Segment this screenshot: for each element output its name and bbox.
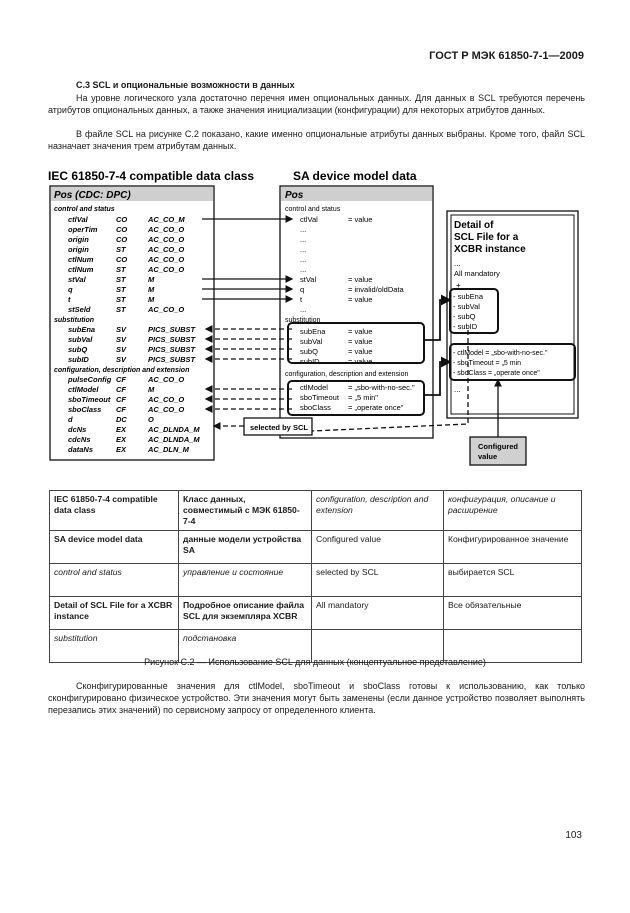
left-row-presence: AC_CO_O <box>148 245 185 254</box>
legend-cell: configuration, description and extension <box>312 491 444 531</box>
mid-row-name: ctlModel <box>300 383 328 392</box>
mid-row-name: sboClass <box>300 403 331 412</box>
left-row-fc: CO <box>116 215 128 224</box>
left-row-fc: CF <box>116 385 126 394</box>
left-row-presence: AC_CO_O <box>148 405 185 414</box>
scl-dots: ... <box>454 259 461 268</box>
document-header: ГОСТ Р МЭК 61850-7-1—2009 <box>429 50 584 62</box>
legend-cell: All mandatory <box>312 597 444 630</box>
paragraph-1-text: На уровне логического узла достаточно перечня имен опциональных данных. Для данных в SCL требуются перечень атрибутов опциональных данных, а также значения инициализации (конфигурации) для некоторых атрибутов данных. <box>48 93 585 115</box>
mid-row-value: = value <box>348 347 373 356</box>
mid-row-value: = „5 min" <box>348 393 378 402</box>
left-row-name: origin <box>68 245 89 254</box>
mid-row-value: = „operate once" <box>348 403 404 412</box>
left-row-fc: ST <box>116 275 126 284</box>
mid-box-title-band <box>281 187 432 201</box>
legend-cell: Detail of SCL File for a XCBR instance <box>50 597 179 630</box>
mid-row-name: ... <box>300 265 307 274</box>
left-row-fc: ST <box>116 285 126 294</box>
left-row-fc: SV <box>116 325 127 334</box>
mid-group-substitution: substitution <box>285 317 321 324</box>
mid-row-name: subVal <box>300 337 323 346</box>
configured-value-label-1: Configured <box>478 442 518 451</box>
paragraph-2-text: В файле SCL на рисунке C.2 показано, какие именно опциональные атрибуты данных выбраны. Кроме того, файл SCL назначает значения трем атрибутам данных. <box>48 129 585 151</box>
left-row-presence: M <box>148 285 155 294</box>
left-row-name: dataNs <box>68 445 94 454</box>
mid-row-value: = value <box>348 275 373 284</box>
mid-row-name: subID <box>300 357 320 366</box>
left-row-name: pulseConfig <box>68 375 112 384</box>
paragraph-3-text: Сконфигурированные значения для ctlModel, sboTimeout и sboClass готовы к использованию, как только сконфигурировано физическое устройство. Эти значения могут быть заменены (если данное устройство позволяет выполнять перезапись этих значений) по сервисному запросу от определенного клиента. <box>48 681 585 715</box>
scl-selected-item: - subVal <box>453 302 480 311</box>
mapping-arrows <box>202 219 292 409</box>
scl-all-mandatory: All mandatory <box>454 269 500 278</box>
left-row-presence: AC_CO_M <box>148 215 185 224</box>
legend-cell: selected by SCL <box>312 564 444 597</box>
left-row-fc: CO <box>116 235 128 244</box>
left-row-name: q <box>68 285 73 294</box>
left-row-name: d <box>68 415 73 424</box>
legend-cell: подстановка <box>179 630 312 663</box>
mid-title: SA device model data <box>293 169 417 183</box>
left-row-presence: AC_CO_O <box>148 305 185 314</box>
left-row-presence: AC_DLNDA_M <box>148 425 200 434</box>
left-group-config: configuration, description and extension <box>54 367 190 374</box>
legend-row <box>50 597 582 630</box>
mid-row-value: = value <box>348 215 373 224</box>
left-row-presence: AC_CO_O <box>148 265 185 274</box>
left-row-presence: AC_CO_O <box>148 375 185 384</box>
mid-row-value: = value <box>348 295 373 304</box>
legend-cell: Все обязательные <box>444 597 582 630</box>
mid-row-value: = value <box>348 337 373 346</box>
left-row-name: subVal <box>68 335 93 344</box>
legend-cell: Класс данных, совместимый с МЭК 61850-7-4 <box>179 491 312 531</box>
left-group-control: control and status <box>54 206 115 213</box>
scl-config-item: - sboClass = „operate once" <box>453 370 540 377</box>
left-row-name: cdcNs <box>68 435 91 444</box>
page-number: 103 <box>565 830 582 841</box>
left-box-title: Pos (CDC: DPC) <box>54 190 131 201</box>
left-row-name: t <box>68 295 71 304</box>
legend-cell: substitution <box>50 630 179 663</box>
legend-cell: данные модели устройства SA <box>179 531 312 564</box>
legend-cell: управление и состояние <box>179 564 312 597</box>
scl-title-2: SCL File for a <box>454 232 519 243</box>
left-row-name: ctlNum <box>68 265 94 274</box>
left-row-presence: AC_DLNDA_M <box>148 435 200 444</box>
legend-cell: control and status <box>50 564 179 597</box>
left-row-presence: PICS_SUBST <box>148 325 196 334</box>
left-row-fc: SV <box>116 355 127 364</box>
scl-config-item: - sboTimeout = „5 min <box>453 360 522 367</box>
mid-row-name: ... <box>300 255 307 264</box>
left-row-name: sboClass <box>68 405 102 414</box>
mid-row-name: sboTimeout <box>300 393 339 402</box>
scl-selected-item: - subQ <box>453 312 476 321</box>
mid-row-value: = value <box>348 327 373 336</box>
mid-row-value: = value <box>348 357 373 366</box>
mid-row-value: = „sbo-with-no-sec." <box>348 383 415 392</box>
left-row-fc: CF <box>116 375 126 384</box>
scl-config-item: - ctlModel = „sbo-with-no-sec." <box>453 350 548 357</box>
legend-cell: Подробное описание файла SCL для экземпляра XCBR <box>179 597 312 630</box>
left-group-substitution: substitution <box>54 317 95 324</box>
left-row-name: ctlVal <box>68 215 88 224</box>
left-row-fc: CF <box>116 405 126 414</box>
left-row-name: stSeld <box>68 305 91 314</box>
left-row-name: origin <box>68 235 89 244</box>
left-row-name: dcNs <box>68 425 87 434</box>
scl-title-3: XCBR instance <box>454 244 526 255</box>
mid-row-name: q <box>300 285 305 294</box>
left-row-fc: ST <box>116 265 126 274</box>
scl-plus: + <box>456 281 461 290</box>
left-row-name: subID <box>68 355 89 364</box>
scl-dots-2: ... <box>454 385 461 394</box>
legend-cell: Конфигурированное значение <box>444 531 582 564</box>
left-row-presence: PICS_SUBST <box>148 355 196 364</box>
mid-row-name: subEna <box>300 327 326 336</box>
left-row-presence: AC_DLN_M <box>148 445 189 454</box>
legend-row <box>50 491 582 531</box>
legend-cell: IEC 61850-7-4 compatible data class <box>50 491 179 531</box>
legend-row <box>50 531 582 564</box>
paragraph-3 <box>48 680 585 716</box>
scl-selected-item: - subID <box>453 322 478 331</box>
left-row-fc: CO <box>116 225 128 234</box>
legend-table <box>49 490 582 663</box>
figure-caption: Рисунок C.2 — Использование SCL для данных (концептуальное представление) <box>144 657 486 667</box>
left-row-fc: EX <box>116 435 127 444</box>
legend-cell: SA device model data <box>50 531 179 564</box>
legend-cell: конфигурация, описание и расширение <box>444 491 582 531</box>
left-row-fc: ST <box>116 245 126 254</box>
mid-row-name: subQ <box>300 347 318 356</box>
mid-row-name: t <box>300 295 303 304</box>
left-row-name: ctlNum <box>68 255 94 264</box>
left-row-fc: DC <box>116 415 127 424</box>
left-row-presence: AC_CO_O <box>148 255 185 264</box>
left-row-presence: M <box>148 385 155 394</box>
section-title: C.3 SCL и опциональные возможности в данных <box>76 80 295 90</box>
legend-cell: выбирается SCL <box>444 564 582 597</box>
legend-cell: Configured value <box>312 531 444 564</box>
left-row-presence: O <box>148 415 154 424</box>
left-row-fc: EX <box>116 425 127 434</box>
left-title: IEC 61850-7-4 compatible data class <box>48 169 255 183</box>
mid-row-name: ... <box>300 305 307 314</box>
mid-row-name: ... <box>300 235 307 244</box>
selected-by-scl-label: selected by SCL <box>250 423 308 432</box>
left-row-name: stVal <box>68 275 86 284</box>
left-row-presence: AC_CO_O <box>148 225 185 234</box>
left-row-fc: CF <box>116 395 126 404</box>
mid-group-control: control and status <box>285 206 341 213</box>
scl-selected-item: - subEna <box>453 292 484 301</box>
mid-row-value: = invalid/oldData <box>348 285 404 294</box>
mid-box-title: Pos <box>285 190 304 201</box>
left-row-presence: PICS_SUBST <box>148 335 196 344</box>
left-row-name: ctlModel <box>68 385 99 394</box>
left-row-name: operTim <box>68 225 98 234</box>
mid-row-name: ... <box>300 225 307 234</box>
mid-row-name: ... <box>300 245 307 254</box>
legend-row <box>50 564 582 597</box>
left-row-name: subQ <box>68 345 88 354</box>
configured-value-label-2: value <box>478 452 498 461</box>
left-row-name: subEna <box>68 325 96 334</box>
left-row-presence: PICS_SUBST <box>148 345 196 354</box>
left-row-presence: AC_CO_O <box>148 235 185 244</box>
scl-title-1: Detail of <box>454 220 494 231</box>
left-row-name: sboTimeout <box>68 395 111 404</box>
left-row-fc: ST <box>116 295 126 304</box>
left-row-presence: M <box>148 275 155 284</box>
left-row-fc: EX <box>116 445 127 454</box>
mid-row-name: stVal <box>300 275 317 284</box>
mid-group-config: configuration, description and extension <box>285 371 409 378</box>
left-row-fc: SV <box>116 345 127 354</box>
mid-row-name: ctlVal <box>300 215 318 224</box>
left-row-fc: SV <box>116 335 127 344</box>
left-row-presence: AC_CO_O <box>148 395 185 404</box>
left-row-presence: M <box>148 295 155 304</box>
left-row-fc: CO <box>116 255 128 264</box>
left-row-fc: ST <box>116 305 126 314</box>
